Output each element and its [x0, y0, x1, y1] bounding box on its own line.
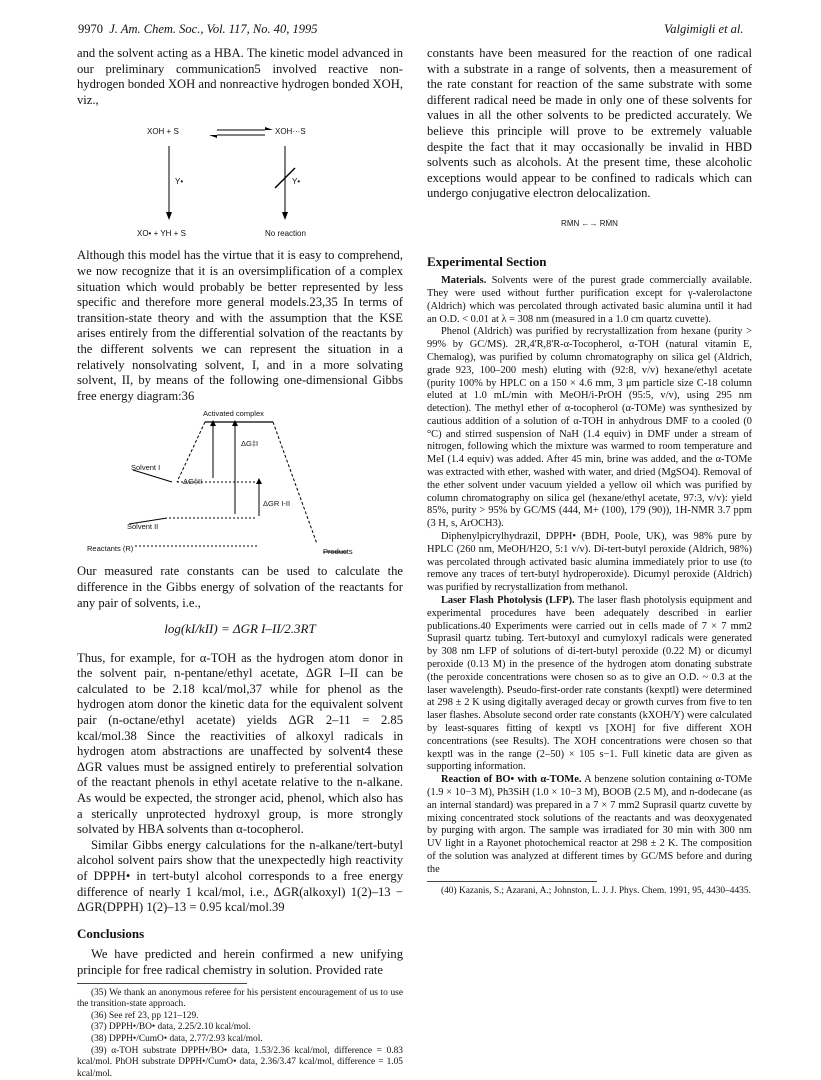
paragraph-materials — [427, 275, 752, 326]
section-heading-conclusions: Conclusions — [77, 925, 145, 941]
paragraph: Diphenylpicrylhydrazil, DPPH• (BDH, Poole, UK), was 98% pure by HPLC (260 nm, MeOH/H2O, 5:1 v/v). Di-tert-butyl peroxide (Aldrich, 98%) was percolated through activated basic alumina immediately prior to use (to remove any traces of tert-butyl hydroperoxide). Dicumyl peroxide (Aldrich) was purified by recrystallization from methanol. — [427, 531, 752, 594]
paragraph: We have predicted and herein confirmed a new unifying principle for free radical chemistry in solution. Provided rate — [77, 947, 403, 977]
resonance-structure: RṀN ←→ RṀN — [561, 218, 618, 228]
journal-citation: J. Am. Chem. Soc., Vol. 117, No. 40, 1995 — [109, 22, 318, 36]
footnote: (37) DPPH•/BO• data, 2.25/2.10 kcal/mol. — [91, 1022, 251, 1033]
equation: log(kI/kII) = ΔGR I–II/2.3RT — [164, 621, 316, 637]
paragraph: Our measured rate constants can be used to calculate the difference in the Gibbs energy of solvation of the reactants for any pair of solvents, i.e., — [77, 564, 403, 610]
scheme-radical-2: Y• — [292, 177, 301, 187]
reaction-scheme-arrows — [77, 108, 403, 248]
solvent-2-label: Solvent II — [127, 522, 159, 532]
lfp-text: The laser flash photolysis equipment and experimental procedures have been adequately described in earlier publications.40 Experiments were carried out in cells made of 7 × 7 mm2 Suprasil quartz tubing. Tert-butoxyl and cumyloxyl radicals were generated by 308 nm LFP of solutions of di-tert-butyl peroxide (0.22 M) or dicumyl peroxide (0.13 M) in the presence of the hydrogen atom donating substrate (the peroxide concentrations were chosen so as to give an O.D. ~ 0.3 at the laser wavelength). Pseudo-first-order rate constants (kexptl) were determined at 298 ± 2 K using digitally averaged decay or growth curves from five to ten laser flashes. Absolute second order rate constants (kXOH/Y) were calculated by least-squares fitting of kexptl vs [XOH] for five different XOH concentrations (see Results). The XOH concentrations were chosen so that kexptl was in the range (2–50) × 105 s−1. Full kinetic data are given as supporting information. — [427, 595, 752, 773]
right-column — [427, 46, 752, 897]
bo-reaction-label: Reaction of BO• with α-TOMe. — [441, 774, 582, 786]
footnote: (38) DPPH•/CumO• data, 2.77/2.93 kcal/mol. — [91, 1033, 263, 1044]
products-label: Products — [323, 547, 353, 557]
reactants-label: Reactants (R) — [87, 544, 134, 554]
paragraph: constants have been measured for the reaction of one radical with a substrate in a range of solvents, then a measurement of the rate constant for reaction of the same substrate with some different radical need be made in only one of these solvents for values in all the other solvents to be predicted accurately. We believe this principle will prove to be extremely valuable despite the fact that it may occasionally be invalid in HBD solvents such as alcohols. At the present time, these alcoholic exceptions would appear to be confined to radicals which can undergo conjugative electron delocalization. — [427, 46, 752, 201]
gibbs-energy-diagram-lines — [77, 404, 403, 564]
scheme-reactant: XOH + S — [147, 127, 179, 137]
bo-reaction-text: A benzene solution containing α-TOMe (1.9 × 10−3 M), Ph3SiH (1.0 × 10−3 M), BOOB (2.5 M), and n-dodecane (as an internal standard) was prepared in a 7 × 7 mm2 Suprasil quartz cuvette by mixing concentrated stock solutions of the reactants and was deoxygenated by purging with argon. The sample was irradiated for 30 min with 300 nm UV light in a Rayonet photochemical reactor at 298 ± 2 K. The composition of the solution was analyzed at different times by GC/MS before and during the — [427, 774, 753, 875]
reaction-scheme — [77, 108, 403, 248]
page-number: 9970 — [78, 22, 103, 36]
paragraph: Thus, for example, for α-TOH as the hydrogen atom donor in the solvent pair, n-pentane/ethyl acetate, ΔGR I–II can be calculated to be 2.18 kcal/mol,37 while for phenol as the hydrogen atom donor the kinetic data for the equivalent solvent pair (n-octane/ethyl acetate) yields ΔGR 2–11 = 2.85 kcal/mol.38 Since the reactivities of alkoxyl radicals in hydrogen atom abstractions are unaffected by solvent4 these ΔGR values must be assigned entirely to preferential solvation of the reactant phenols in ethyl acetate relative to the n-alkane. As would be expected, the stronger acid, phenol, which also has a sterically unprotected hydroxyl group, is more strongly solvated by HBA solvents than α-tocopherol. — [77, 650, 403, 837]
footnote: (40) Kazanis, S.; Azarani, A.; Johnston, L. J. J. Phys. Chem. 1991, 95, 4430–4435. — [441, 885, 751, 896]
scheme-complex: XOH···S — [275, 127, 306, 137]
lfp-label: Laser Flash Photolysis (LFP). — [441, 595, 575, 607]
page-header-authors: Valgimigli et al. — [664, 22, 744, 36]
solvent-1-label: Solvent I — [131, 463, 161, 473]
materials-label: Materials. — [441, 275, 487, 287]
activated-complex-label: Activated complex — [203, 409, 264, 419]
footnotes — [77, 988, 403, 1080]
footnote: (39) α-TOH substrate DPPH•/BO• data, 1.53/2.36 kcal/mol, difference = 0.83 kcal/mol. PhOH substrate DPPH•/CumO• data, 2.36/3.47 kcal/mol, difference = 1.05 kcal/mol. — [77, 1045, 403, 1079]
scheme-no-reaction: No reaction — [265, 229, 306, 239]
page-header-left — [78, 22, 317, 37]
delta-g1-label: ΔG‡I — [241, 439, 259, 449]
materials-text: Solvents were of the purest grade commercially available. They were used without further purification except for γ-valerolactone (Aldrich) which was percolated through activated basic alumina until it had an O.D. < 0.01 at λ = 308 nm (measured in a 1.0 cm quartz cuvette). — [427, 275, 752, 325]
footnote-divider — [77, 983, 247, 984]
section-heading-experimental: Experimental Section — [427, 253, 547, 269]
paragraph-bo-reaction — [427, 774, 752, 876]
gibbs-energy-diagram — [77, 404, 403, 564]
paragraph-lfp — [427, 595, 752, 774]
footnote: (35) We thank an anonymous referee for his persistent encouragement of us to use the transition-state approach. — [77, 987, 403, 1010]
scheme-product: XO• + YH + S — [137, 229, 186, 239]
footnote-divider — [427, 881, 597, 882]
delta-g2-label: ΔG‡II — [183, 477, 203, 487]
paragraph: Phenol (Aldrich) was purified by recrystallization from hexane (purity > 99% by GC/MS). 2R,4'R,8'R-α-Tocopherol, α-TOH (natural vitamin E, Chemalog), was purified by column chromatography on silica gel (Aldrich, grade 923, 100–200 mesh) eluting with (92:8, v/v) hexane/ethyl acetate (purity 100% by HPLC on a 150 × 4.6 mm, 3 μm particle size C-18 column eluted at 1.0 mL/min with MeOH/i-PrOH (95:5, v/v), using 295 nm detection). The methyl ether of α-tocopherol (α-TOMe) was synthesized by cautious addition of a solution of α-TOH in anhydrous DMF to a cooled (0 °C) and stirred suspension of NaH (1.4 equiv) in DMF under a stream of nitrogen, following which the mixture was warmed to room temperature and MeI (1.4 equiv) was added. After 45 min, brine was added, and the α-TOMe was extracted with ether, washed with water, and dried (MgSO4). Removal of the ether solvent under vacuum yielded a yellow oil which was purified by column chromatography on silica gel (hexane/ethyl acetate, 97:3, v/v): yield 85%, purity > 95% by GC/MS (444, M+ (100), 179 (90)), 1H-NMR 3.7 ppm (3 H, s, ArOCH3). — [427, 326, 752, 530]
left-column — [77, 46, 403, 1080]
paragraph: Similar Gibbs energy calculations for the n-alkane/tert-butyl alcohol solvent pairs show that the unexpectedly high reactivity of DPPH• in tert-butyl alcohol corresponds to a free energy difference of nearly 1 kcal/mol, i.e., ΔGR(alkoxyl) 1(2)–13 − ΔGR(DPPH) 1(2)–13 = 0.95 kcal/mol.39 — [77, 837, 403, 915]
footnote: (36) See ref 23, pp 121–129. — [91, 1010, 199, 1021]
paragraph: Although this model has the virtue that it is easy to comprehend, we now recognize that it is an oversimplification of a complex situation which would probably be better represented by less specific and therefore more general models.23,35 In terms of transition-state theory and with the assumption that the KSE arises entirely from the differential solvation of the reactants by the different solvents we can represent the situation in a relatively nonsolvating solvent, I, and in a more solvating solvent, II, by means of the following one-dimensional Gibbs free energy diagram:36 — [77, 248, 403, 403]
delta-gr-label: ΔGR I-II — [263, 499, 291, 509]
paragraph: and the solvent acting as a HBA. The kinetic model advanced in our preliminary communication5 involved reactive non-hydrogen bonded XOH and nonreactive hydrogen bonded XOH, viz., — [77, 46, 403, 107]
scheme-radical-1: Y• — [175, 177, 184, 187]
